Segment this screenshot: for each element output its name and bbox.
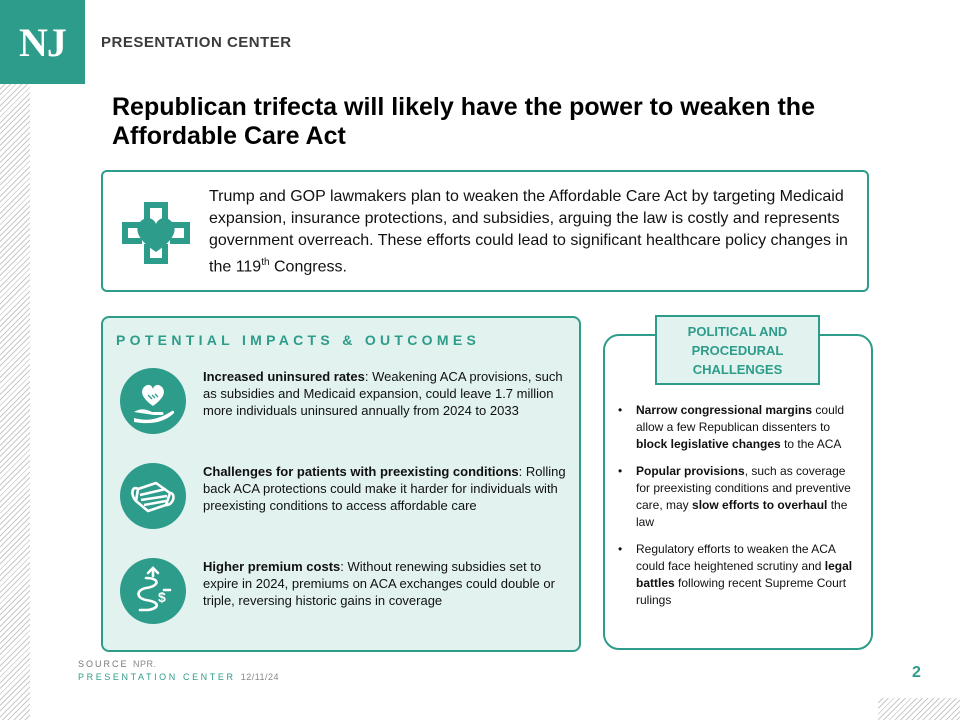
decorative-stripes-left — [0, 84, 30, 720]
svg-text:$: $ — [158, 589, 166, 605]
footer-brand-label: PRESENTATION CENTER — [78, 672, 236, 682]
impacts-panel — [101, 316, 581, 652]
list-item: • Narrow congressional margins could allow a few Republican dissenters to block legislative changes to the ACA — [618, 403, 845, 451]
decorative-stripes-bottom — [878, 698, 960, 720]
hand-heart-icon — [120, 368, 186, 434]
nj-logo: NJ — [0, 0, 85, 84]
rising-cost-icon — [120, 558, 186, 624]
bullet-icon: • — [618, 403, 623, 417]
challenges-list — [618, 402, 860, 619]
source-label: SOURCE — [78, 659, 129, 669]
list-item: • Popular provisions, such as coverage for preexisting conditions and preventive care, may slow efforts to overhaul the law — [618, 464, 851, 529]
challenges-heading: POLITICAL AND PROCEDURAL CHALLENGES — [655, 315, 820, 385]
face-mask-icon — [120, 463, 186, 529]
intro-text: Trump and GOP lawmakers plan to weaken the Affordable Care Act by targeting Medicaid expansion, insurance protections, and subsidies, arguing the law is costly and represents government overreach. These efforts could lead to significant healthcare policy changes in the 119th Congress. — [209, 188, 848, 276]
bullet-icon: • — [618, 464, 623, 478]
list-item: • Regulatory efforts to weaken the ACA could face heightened scrutiny and legal battles following recent Supreme Court rulings — [618, 542, 853, 607]
source-value: NPR. — [133, 659, 157, 669]
impact-text-uninsured: Increased uninsured rates: Weakening ACA provisions, such as subsidies and Medicaid expansion, could leave 1.7 million more individuals uninsured annually from 2024 to 2033 — [203, 369, 563, 418]
impact-text-preexisting: Challenges for patients with preexisting conditions: Rolling back ACA protections could make it harder for individuals with preexisting conditions to access affordable care — [203, 464, 566, 513]
slide-title: Republican trifecta will likely have the power to weaken the Affordable Care Act — [112, 93, 815, 150]
impacts-heading: POTENTIAL IMPACTS & OUTCOMES — [116, 332, 481, 348]
source-line — [78, 659, 157, 669]
health-cross-heart-icon — [120, 200, 192, 266]
bullet-icon: • — [618, 542, 623, 556]
page-number: 2 — [912, 664, 921, 681]
impact-text-premium: Higher premium costs: Without renewing subsidies set to expire in 2024, premiums on ACA exchanges could double or triple, reversing historic gains in coverage — [203, 559, 555, 608]
intro-box — [101, 170, 869, 292]
brand-label: PRESENTATION CENTER — [101, 34, 292, 51]
footer-brand — [78, 672, 279, 682]
footer-date: 12/11/24 — [240, 672, 280, 682]
